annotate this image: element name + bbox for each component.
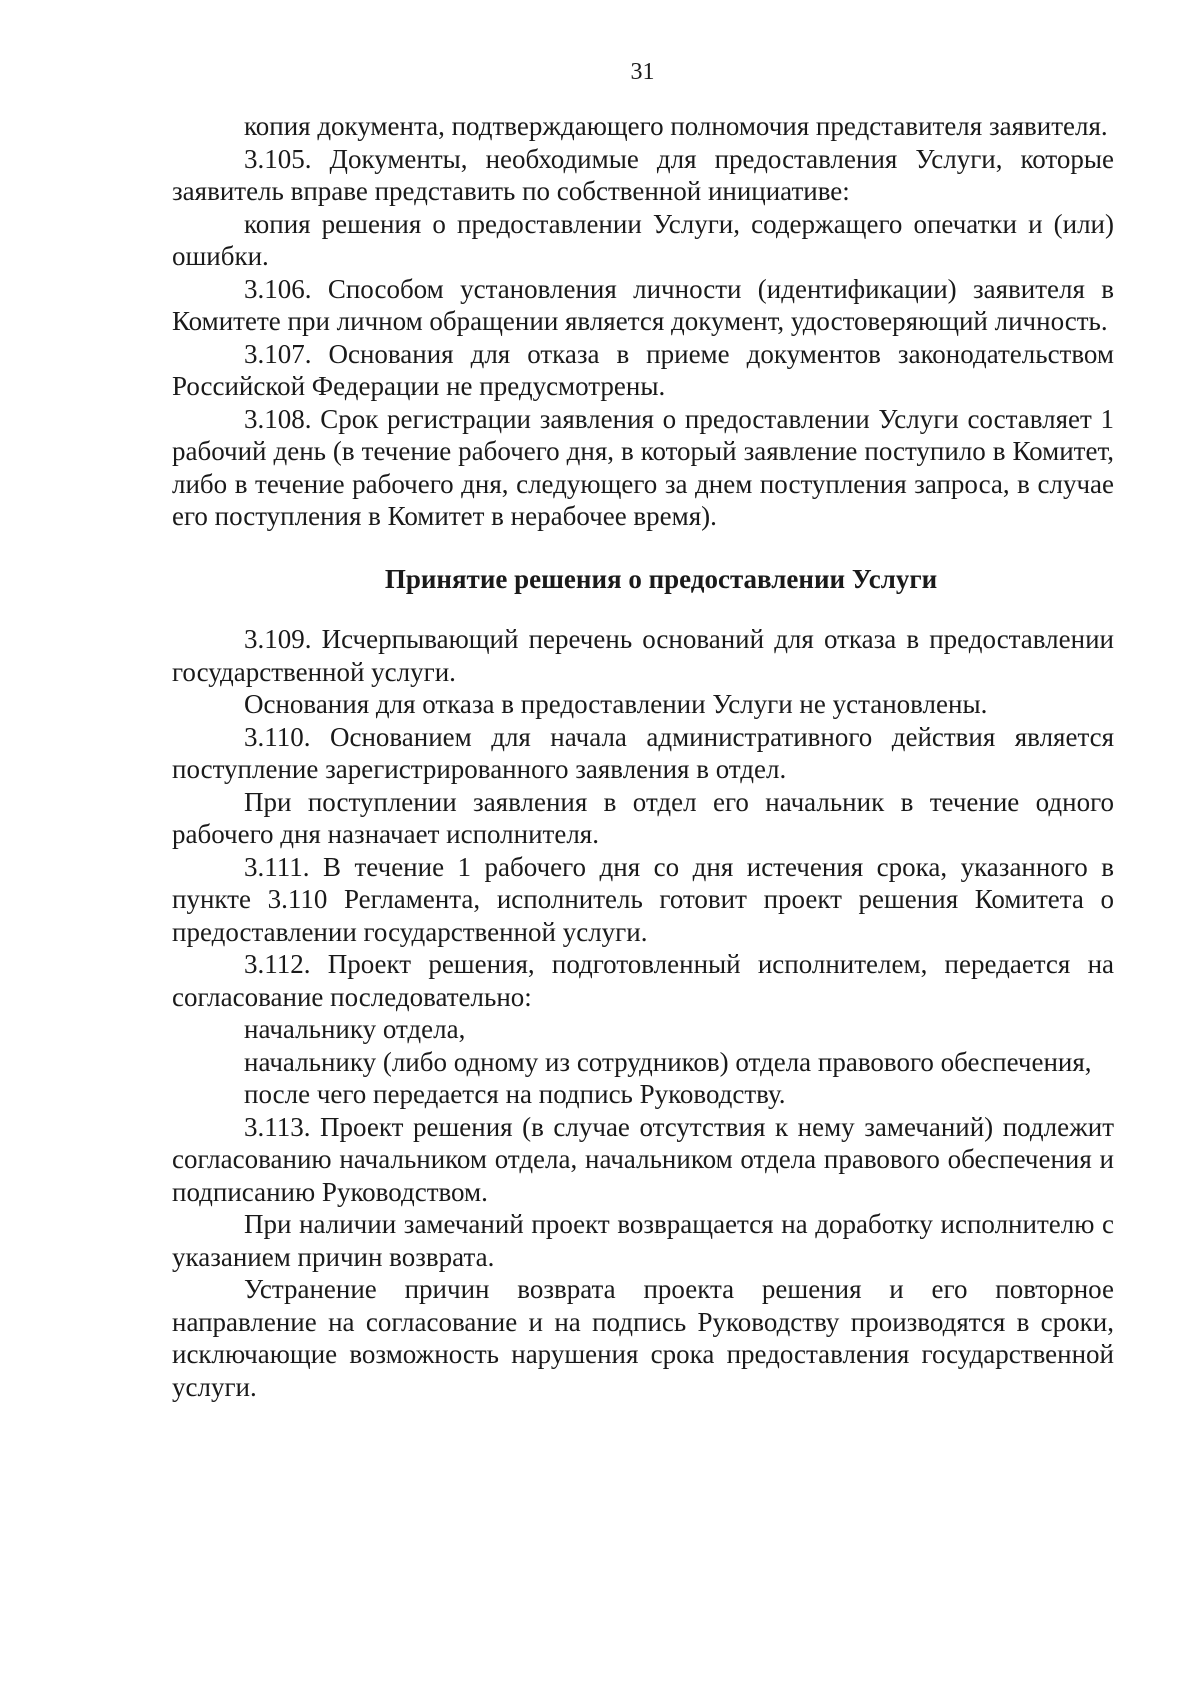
paragraph-signature: после чего передается на подпись Руководству. (244, 1079, 786, 1109)
paragraph-3-110: 3.110. Основанием для начала административного действия является поступление зарегистрированного заявления в отдел. (172, 721, 1114, 784)
paragraph-elimination: Устранение причин возврата проекта решения и его повторное направление на согласование и на подпись Руководству производятся в сроки, исключающие возможность нарушения срока предоставления государственной услуги. (172, 1274, 1114, 1402)
paragraph-legal-department: начальнику (либо одному из сотрудников) отдела правового обеспечения, (244, 1046, 1092, 1077)
paragraph-3-108: 3.108. Срок регистрации заявления о предоставлении Услуги составляет 1 рабочий день (в течение рабочего дня, в который заявление поступило в Комитет, либо в течение рабочего дня, следующего за днем поступления запроса, в случае его поступления в Комитет в нерабочее время). (172, 403, 1114, 531)
page-number: 31 (630, 59, 655, 85)
paragraph-3-106: 3.106. Способом установления личности (идентификации) заявителя в Комитете при личном обращении является документ, удостоверяющий личность. (172, 273, 1114, 336)
paragraph-3-107: 3.107. Основания для отказа в приеме документов законодательством Российской Федерации не предусмотрены. (172, 338, 1114, 401)
document-body (172, 110, 1114, 1403)
paragraph-3-109: 3.109. Исчерпывающий перечень оснований для отказа в предоставлении государственной услуги. (172, 624, 1114, 687)
paragraph-representative-copy: копия документа, подтверждающего полномочия представителя заявителя. (244, 111, 1108, 141)
paragraph-3-112: 3.112. Проект решения, подготовленный исполнителем, передается на согласование последовательно: (172, 949, 1114, 1012)
paragraph-executor-assignment: При поступлении заявления в отдел его начальник в течение одного рабочего дня назначает исполнителя. (172, 786, 1114, 849)
paragraph-3-105: 3.105. Документы, необходимые для предоставления Услуги, которые заявитель вправе представить по собственной инициативе: (172, 143, 1114, 206)
section-heading: Принятие решения о предоставлении Услуги (384, 563, 938, 594)
paragraph-3-111: 3.111. В течение 1 рабочего дня со дня истечения срока, указанного в пункте 3.110 Регламента, исполнитель готовит проект решения Комитета о предоставлении государственной услуги. (172, 851, 1114, 947)
paragraph-department-head: начальнику отдела, (244, 1014, 466, 1044)
paragraph-refusal-grounds: Основания для отказа в предоставлении Услуги не установлены. (244, 689, 988, 719)
paragraph-3-113: 3.113. Проект решения (в случае отсутствия к нему замечаний) подлежит согласованию начальником отдела, начальником отдела правового обеспечения и подписанию Руководством. (172, 1111, 1114, 1207)
paragraph-decision-copy: копия решения о предоставлении Услуги, содержащего опечатки и (или) ошибки. (172, 208, 1114, 271)
paragraph-remarks: При наличии замечаний проект возвращается на доработку исполнителю с указанием причин возврата. (172, 1209, 1114, 1272)
